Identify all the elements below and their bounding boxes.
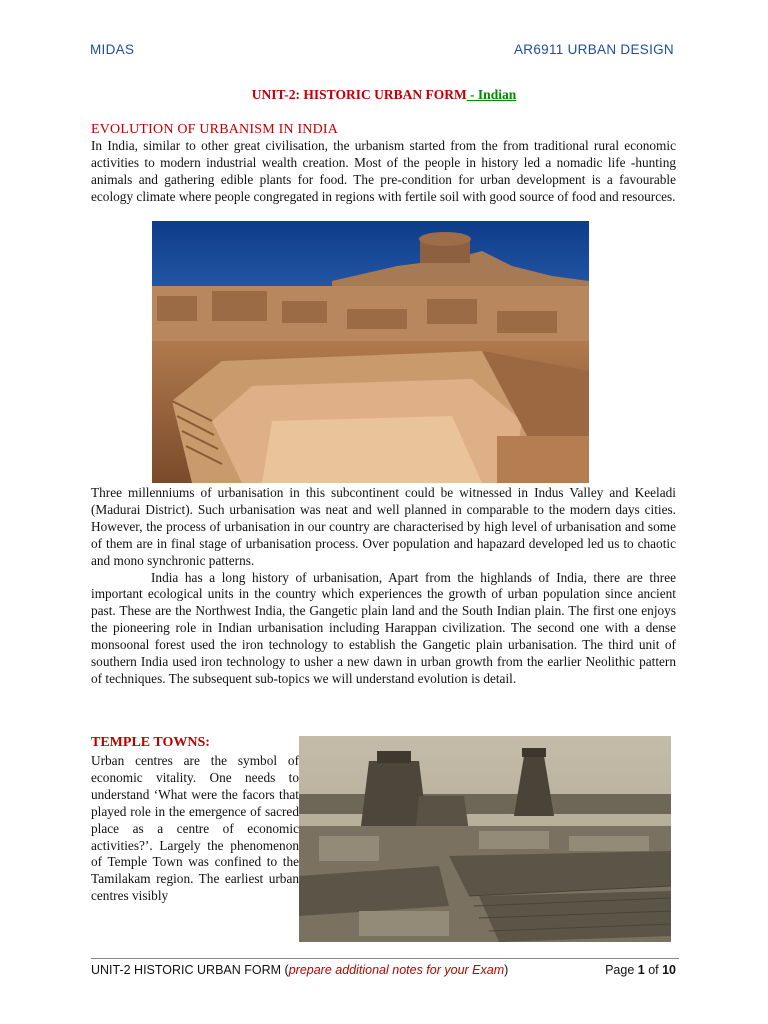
page-number [605, 963, 676, 977]
footer-close: ) [504, 963, 509, 977]
footer-divider [91, 958, 679, 959]
header-right: AR6911 URBAN DESIGN [513, 42, 674, 57]
intro-paragraph [91, 138, 676, 206]
page-total: 10 [662, 963, 676, 977]
page-word: Page [605, 963, 638, 977]
temple-towns-text: Urban centres are the symbol of economic vitality. One needs to understand ‘What were the facors that played role in the emergence of sacred place as a centre of economic activities?’. Largely the phenomenon of Temple Town was confined to the Tamilakam region. The earliest urban centres visibly [91, 753, 299, 904]
page-of: of [644, 963, 663, 977]
page-current: 1 [637, 963, 645, 977]
footer-left [91, 963, 508, 977]
indus-valley-ruins-photo [152, 221, 589, 483]
footer-unit: UNIT-2 HISTORIC URBAN FORM ( [91, 963, 289, 977]
section-heading-evolution: EVOLUTION OF URBANISM IN INDIA [91, 122, 339, 137]
footer-note: prepare additional notes for your Exam [288, 963, 505, 977]
temple-town-illustration [299, 736, 671, 942]
header-left: MIDAS [90, 42, 135, 57]
section-heading-temple-towns: TEMPLE TOWNS: [91, 735, 210, 750]
intro-text: In India, similar to other great civilisation, the urbanism started from the from traditional rural economic activities to modern industrial wealth creation. Most of the people in history led a nomadic life -hunting animals and gathering edible plants for food. The pre-condition for urban development is a favourable ecology climate where people congregated in regions with fertile soil with good source of food and resources. [91, 138, 676, 204]
temple-town-photo [299, 736, 671, 942]
title-main: UNIT-2: HISTORIC URBAN FORM [251, 87, 467, 102]
page-title [0, 87, 768, 103]
paragraph-urbanisation [91, 485, 676, 688]
paragraph-ecological-units-text: India has a long history of urbanisation, Apart from the highlands of India, there are three important ecological units in the country which experiences the growth of urban population since ancient past. These are the Northwest India, the Gangetic plain land and the South Indian plain. The first one enjoys the pioneering role in Indian urbanisation including Harappan civilization. The second one with a dense monsoonal forest used the iron technology to establish the Gangetic plain urbanisation. The third unit of southern India used iron technology to usher a new dawn in urban growth from the earlier Neolithic pattern of techniques. The subsequent sub-topics we will understand evolution is detail. [91, 569, 676, 686]
title-sub: - Indian [466, 87, 517, 102]
ruins-illustration [152, 221, 589, 483]
paragraph-urbanisation-text: Three millenniums of urbanisation in this subcontinent could be witnessed in Indus Valley and Keeladi (Madurai District). Such urbanisation was neat and well planned in comparable to the modern days cities. However, the process of urbanisation in our country are characterised by high level of urbanisation and some of them are in final stage of urbanisation process. Over population and hapazard developed led us to chaotic and mono synchronic patterns. [91, 485, 676, 568]
